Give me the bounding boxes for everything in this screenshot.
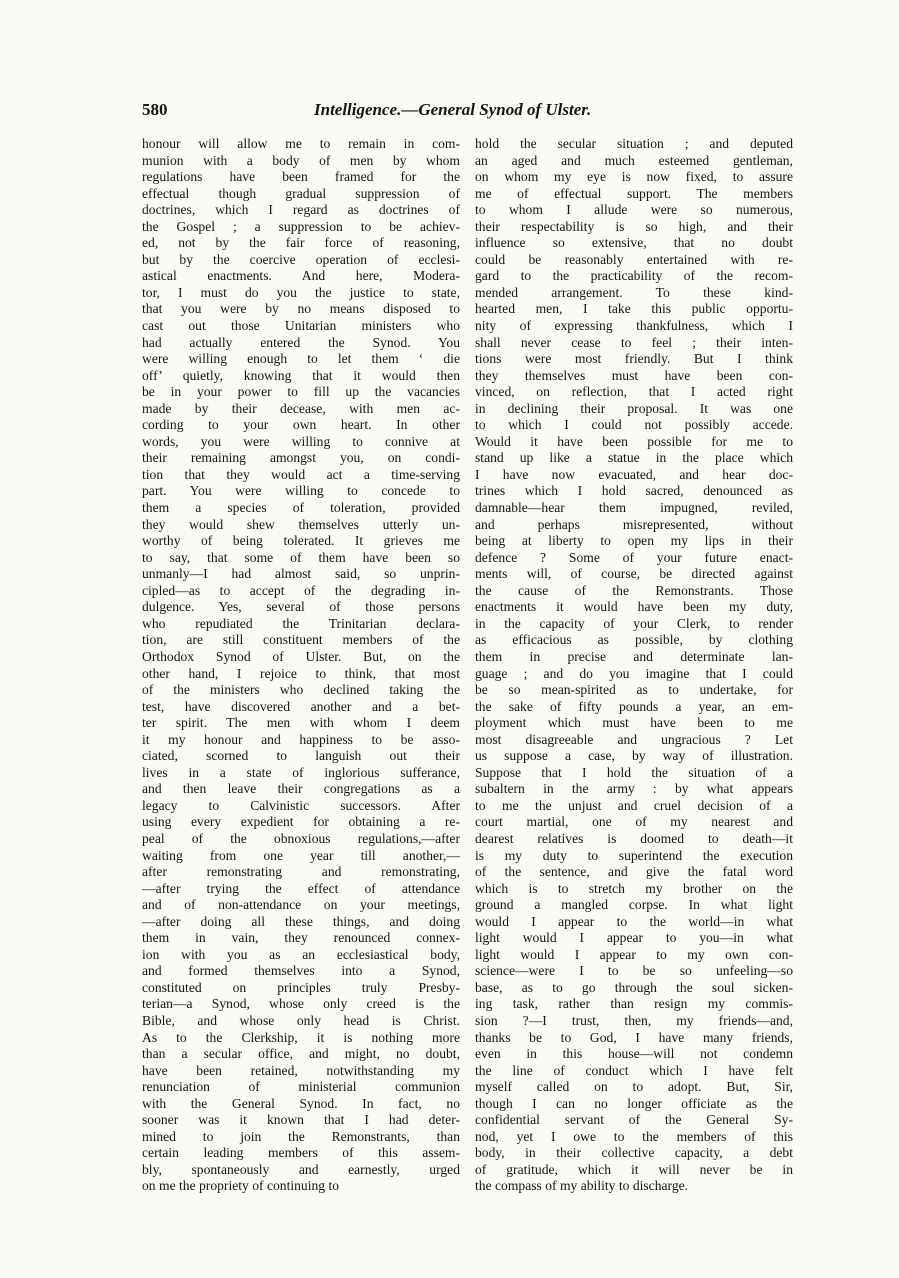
right-column (475, 136, 793, 1195)
text-line: tion that they would act a time-serving (142, 466, 460, 482)
text-line: trines which I hold sacred, denounced as (475, 483, 793, 499)
text-line: have been retained, notwithstanding my (142, 1062, 460, 1078)
left-column-text (142, 136, 460, 1195)
text-line: sooner was it known that I had deter- (142, 1112, 460, 1128)
text-line: had actually entered the Synod. You (142, 334, 460, 350)
text-line: on whom my eye is now fixed, to assure (475, 169, 793, 185)
page-header (142, 100, 762, 126)
text-line: after remonstrating and remonstrating, (142, 864, 460, 880)
text-line: stand up like a statue in the place which (475, 450, 793, 466)
page-number: 580 (142, 100, 168, 119)
text-line: ing task, rather than resign my commis- (475, 996, 793, 1012)
text-line: body, in their collective capacity, a debt (475, 1145, 793, 1161)
text-line: though I can no longer officiate as the (475, 1095, 793, 1111)
text-line: ciated, scorned to languish out their (142, 748, 460, 764)
text-line: made by their decease, with men ac- (142, 400, 460, 416)
text-line: in the capacity of your Clerk, to render (475, 615, 793, 631)
text-line: —after trying the effect of attendance (142, 880, 460, 896)
text-line: the line of conduct which I have felt (475, 1062, 793, 1078)
text-line: is my duty to superintend the execution (475, 847, 793, 863)
text-line: certain leading members of this assem- (142, 1145, 460, 1161)
text-line: could be reasonably entertained with re- (475, 251, 793, 267)
text-line: an aged and much esteemed gentleman, (475, 152, 793, 168)
text-line: science—were I to be so unfeeling—so (475, 963, 793, 979)
text-line: on me the propriety of continuing to (142, 1178, 340, 1194)
text-line: other hand, I rejoice to think, that most (142, 665, 460, 681)
text-line: confidential servant of the General Sy- (475, 1112, 793, 1128)
text-line: ground a mangled corpse. In what light (475, 897, 793, 913)
text-line: ployment which must have been to me (475, 715, 793, 731)
text-line: Bible, and whose only head is Christ. (142, 1012, 460, 1028)
text-line: who repudiated the Trinitarian declara- (142, 615, 460, 631)
text-line: me of effectual support. The members (475, 185, 793, 201)
text-line: of gratitude, which it will never be in (475, 1161, 793, 1177)
text-line: than a secular office, and might, no doubt, (142, 1046, 460, 1062)
text-line: to which I could not possibly accede. (475, 417, 793, 433)
text-line: shall never cease to feel ; their inten- (475, 334, 793, 350)
text-line: tor, I must do you the justice to state, (142, 284, 460, 300)
text-line: that you were by no means disposed to (142, 301, 460, 317)
text-line: they themselves must have been con- (475, 367, 793, 383)
text-line: defence ? Some of your future enact- (475, 549, 793, 565)
text-line: mined to join the Remonstrants, than (142, 1128, 460, 1144)
text-line: part. You were willing to concede to (142, 483, 460, 499)
text-line: munion with a body of men by whom (142, 152, 460, 168)
text-line: Orthodox Synod of Ulster. But, on the (142, 648, 460, 664)
text-line: being at liberty to open my lips in their (475, 533, 793, 549)
text-line: dulgence. Yes, several of those persons (142, 599, 460, 615)
text-line: and perhaps misrepresented, without (475, 516, 793, 532)
text-line: doctrines, which I regard as doctrines of (142, 202, 460, 218)
text-line: waiting from one year till another,— (142, 847, 460, 863)
text-line: us suppose a case, by way of illustration. (475, 748, 793, 764)
text-line: test, have discovered another and a bet- (142, 698, 460, 714)
text-line: the sake of fifty pounds a year, an em- (475, 698, 793, 714)
text-line: to me the unjust and cruel decision of a (475, 797, 793, 813)
text-line: sion ?—I trust, then, my friends—and, (475, 1012, 793, 1028)
text-line: guage ; and do you imagine that I could (475, 665, 793, 681)
text-line: nod, yet I owe to the members of this (475, 1128, 793, 1144)
text-line: most disagreeable and ungracious ? Let (475, 731, 793, 747)
text-line: subaltern in the army : by what appears (475, 781, 793, 797)
text-line: with the General Synod. In fact, no (142, 1095, 460, 1111)
text-line: ion with you as an ecclesiastical body, (142, 946, 460, 962)
text-line: them in vain, they renounced connex- (142, 930, 460, 946)
text-line: but by the coercive operation of ecclesi- (142, 251, 460, 267)
text-line: enactments it would have been my duty, (475, 599, 793, 615)
text-line: terian—a Synod, whose only creed is the (142, 996, 460, 1012)
text-line: base, as to go through the soul sicken- (475, 979, 793, 995)
text-line: peal of the obnoxious regulations,—after (142, 830, 460, 846)
text-line: the cause of the Remonstrants. Those (475, 582, 793, 598)
left-column (142, 136, 460, 1195)
text-line: myself called on to adopt. But, Sir, (475, 1079, 793, 1095)
text-line: of the ministers who declined taking the (142, 682, 460, 698)
text-line: As to the Clerkship, it is nothing more (142, 1029, 460, 1045)
text-line: honour will allow me to remain in com- (142, 136, 460, 151)
text-line: legacy to Calvinistic successors. After (142, 797, 460, 813)
text-line: effectual though gradual suppression of (142, 185, 460, 201)
text-line: ed, not by the fair force of reasoning, (142, 235, 460, 251)
text-line: —after doing all these things, and doing (142, 913, 460, 929)
text-line: I have now evacuated, and hear doc- (475, 466, 793, 482)
text-line: which is to stretch my brother on the (475, 880, 793, 896)
text-line: them in precise and determinate lan- (475, 648, 793, 664)
text-line: dearest relatives is doomed to death—it (475, 830, 793, 846)
text-line: ter spirit. The men with whom I deem (142, 715, 460, 731)
text-line: renunciation of ministerial communion (142, 1079, 460, 1095)
text-line: nity of expressing thankfulness, which I (475, 318, 793, 334)
text-line: cipled—as to accept of the degrading in- (142, 582, 460, 598)
text-line: and formed themselves into a Synod, (142, 963, 460, 979)
text-line: tions were most friendly. But I think (475, 351, 793, 367)
text-line: and then leave their congregations as a (142, 781, 460, 797)
text-line: be so mean-spirited as to undertake, for (475, 682, 793, 698)
text-line: thanks be to God, I have many friends, (475, 1029, 793, 1045)
text-line: cast out those Unitarian ministers who (142, 318, 460, 334)
text-line: words, you were willing to connive at (142, 433, 460, 449)
text-line: using every expedient for obtaining a re- (142, 814, 460, 830)
text-line: be in your power to fill up the vacancies (142, 384, 460, 400)
text-line: ments will, of course, be directed against (475, 566, 793, 582)
text-line: the compass of my ability to discharge. (475, 1178, 689, 1194)
text-line: light would I appear to my own con- (475, 946, 793, 962)
text-line: cording to your own heart. In other (142, 417, 460, 433)
text-line: would I appear to the world—in what (475, 913, 793, 929)
text-line: were willing enough to let them ‘ die (142, 351, 460, 367)
text-line: them a species of toleration, provided (142, 500, 460, 516)
text-line: unmanly—I had almost said, so unprin- (142, 566, 460, 582)
text-line: Suppose that I hold the situation of a (475, 764, 793, 780)
text-line: their remaining amongst you, on condi- (142, 450, 460, 466)
text-line: Would it have been possible for me to (475, 433, 793, 449)
text-line: mended arrangement. To these kind- (475, 284, 793, 300)
text-line: lives in a state of inglorious sufferance, (142, 764, 460, 780)
text-line: to whom I allude were so numerous, (475, 202, 793, 218)
text-line: astical enactments. And here, Modera- (142, 268, 460, 284)
text-line: off’ quietly, knowing that it would then (142, 367, 460, 383)
text-line: tion, are still constituent members of the (142, 632, 460, 648)
text-line: court martial, one of my nearest and (475, 814, 793, 830)
right-column-text (475, 136, 793, 1195)
text-line: gard to the practicability of the recom- (475, 268, 793, 284)
text-line: as efficacious as possible, by clothing (475, 632, 793, 648)
text-line: regulations have been framed for the (142, 169, 460, 185)
text-line: to say, that some of them have been so (142, 549, 460, 565)
text-line: the Gospel ; a suppression to be achiev- (142, 218, 460, 234)
text-line: hold the secular situation ; and deputed (475, 136, 793, 151)
text-line: in declining their proposal. It was one (475, 400, 793, 416)
text-line: light would I appear to you—in what (475, 930, 793, 946)
text-line: even in this house—will not condemn (475, 1046, 793, 1062)
text-line: their respectability is so high, and their (475, 218, 793, 234)
text-line: influence so extensive, that no doubt (475, 235, 793, 251)
text-line: hearted men, I take this public opportu- (475, 301, 793, 317)
text-line: bly, spontaneously and earnestly, urged (142, 1161, 460, 1177)
running-title: Intelligence.—General Synod of Ulster. (314, 100, 592, 119)
text-line: worthy of being tolerated. It grieves me (142, 533, 460, 549)
text-line: it my honour and happiness to be asso- (142, 731, 460, 747)
text-line: they would shew themselves utterly un- (142, 516, 460, 532)
text-line: of the sentence, and give the fatal word (475, 864, 793, 880)
text-line: vinced, on reflection, that I acted right (475, 384, 793, 400)
text-line: constituted on principles truly Presby- (142, 979, 460, 995)
text-line: and of non-attendance on your meetings, (142, 897, 460, 913)
text-line: damnable—hear them impugned, reviled, (475, 500, 793, 516)
